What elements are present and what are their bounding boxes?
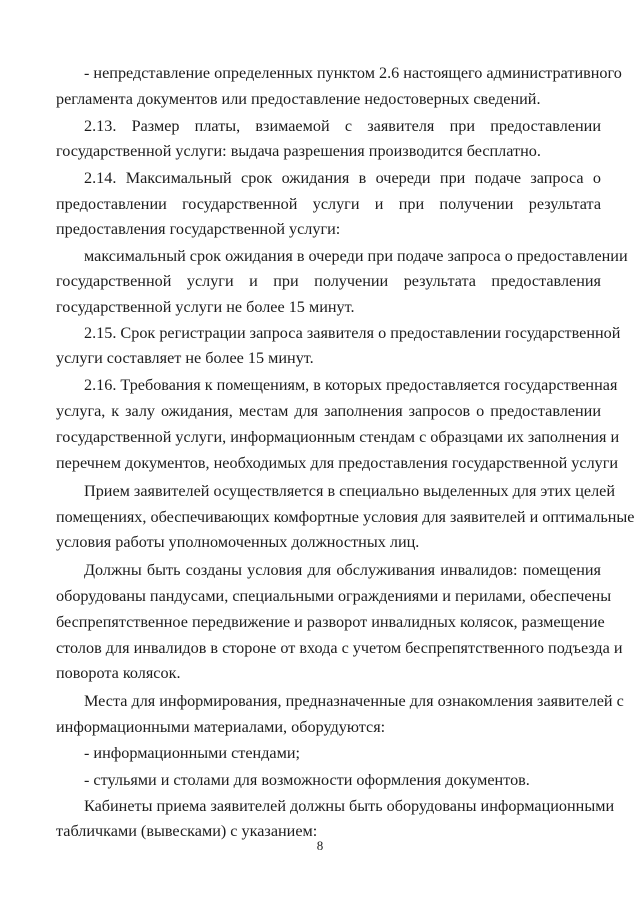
text-line: услуга, к залу ожидания, местам для заполнения запросов о предоставлении xyxy=(56,402,601,420)
text-line: столов для инвалидов в стороне от входа с учетом беспрепятственного подъезда и xyxy=(56,639,623,657)
text-line: 2.16. Требования к помещениям, в которых предоставляется государственная xyxy=(84,376,618,394)
text-line: государственной услуги и при получении результата предоставления xyxy=(56,272,601,290)
text-line: государственной услуги, информационным стендам с образцами их заполнения и xyxy=(56,428,620,446)
text-line: 2.13. Размер платы, взимаемой с заявителя при предоставлении xyxy=(84,117,601,135)
text-line: государственной услуги не более 15 минут. xyxy=(56,298,355,316)
text-line: перечнем документов, необходимых для предоставления государственной услуги xyxy=(56,454,619,472)
text-line: поворота колясок. xyxy=(56,664,181,682)
text-line: регламента документов или предоставление недостоверных сведений. xyxy=(56,90,541,108)
text-line: Должны быть созданы условия для обслуживания инвалидов: помещения xyxy=(84,561,601,579)
text-line: Кабинеты приема заявителей должны быть оборудованы информационными xyxy=(84,797,615,815)
text-line: помещениях, обеспечивающих комфортные условия для заявителей и оптимальные xyxy=(56,508,635,526)
page-number: 8 xyxy=(316,838,324,853)
text-line: табличками (вывесками) с указанием: xyxy=(56,822,318,840)
text-line: максимальный срок ожидания в очереди при подаче запроса о предоставлении xyxy=(84,247,628,265)
text-line: 2.15. Срок регистрации запроса заявителя о предоставлении государственной xyxy=(84,324,621,342)
text-line: - непредставление определенных пунктом 2.6 настоящего административного xyxy=(84,64,622,82)
text-line: - информационными стендами; xyxy=(84,744,301,762)
text-line: Места для информирования, предназначенные для ознакомления заявителей с xyxy=(84,692,624,710)
text-line: услуги составляет не более 15 минут. xyxy=(56,349,314,367)
text-line: информационными материалами, оборудуются: xyxy=(56,718,386,736)
text-line: - стульями и столами для возможности оформления документов. xyxy=(84,771,530,789)
text-line: Прием заявителей осуществляется в специально выделенных для этих целей xyxy=(84,482,616,500)
text-line: оборудованы пандусами, специальными ограждениями и перилами, обеспечены xyxy=(56,587,612,605)
text-line: 2.14. Максимальный срок ожидания в очереди при подаче запроса о xyxy=(84,169,601,187)
text-line: условия работы уполномоченных должностных лиц. xyxy=(56,533,420,551)
text-line: предоставлении государственной услуги и при получении результата xyxy=(56,195,601,213)
text-line: государственной услуги: выдача разрешения производится бесплатно. xyxy=(56,142,541,160)
text-line: беспрепятственное передвижение и разворот инвалидных колясок, размещение xyxy=(56,613,605,631)
text-line: предоставления государственной услуги: xyxy=(56,220,341,238)
